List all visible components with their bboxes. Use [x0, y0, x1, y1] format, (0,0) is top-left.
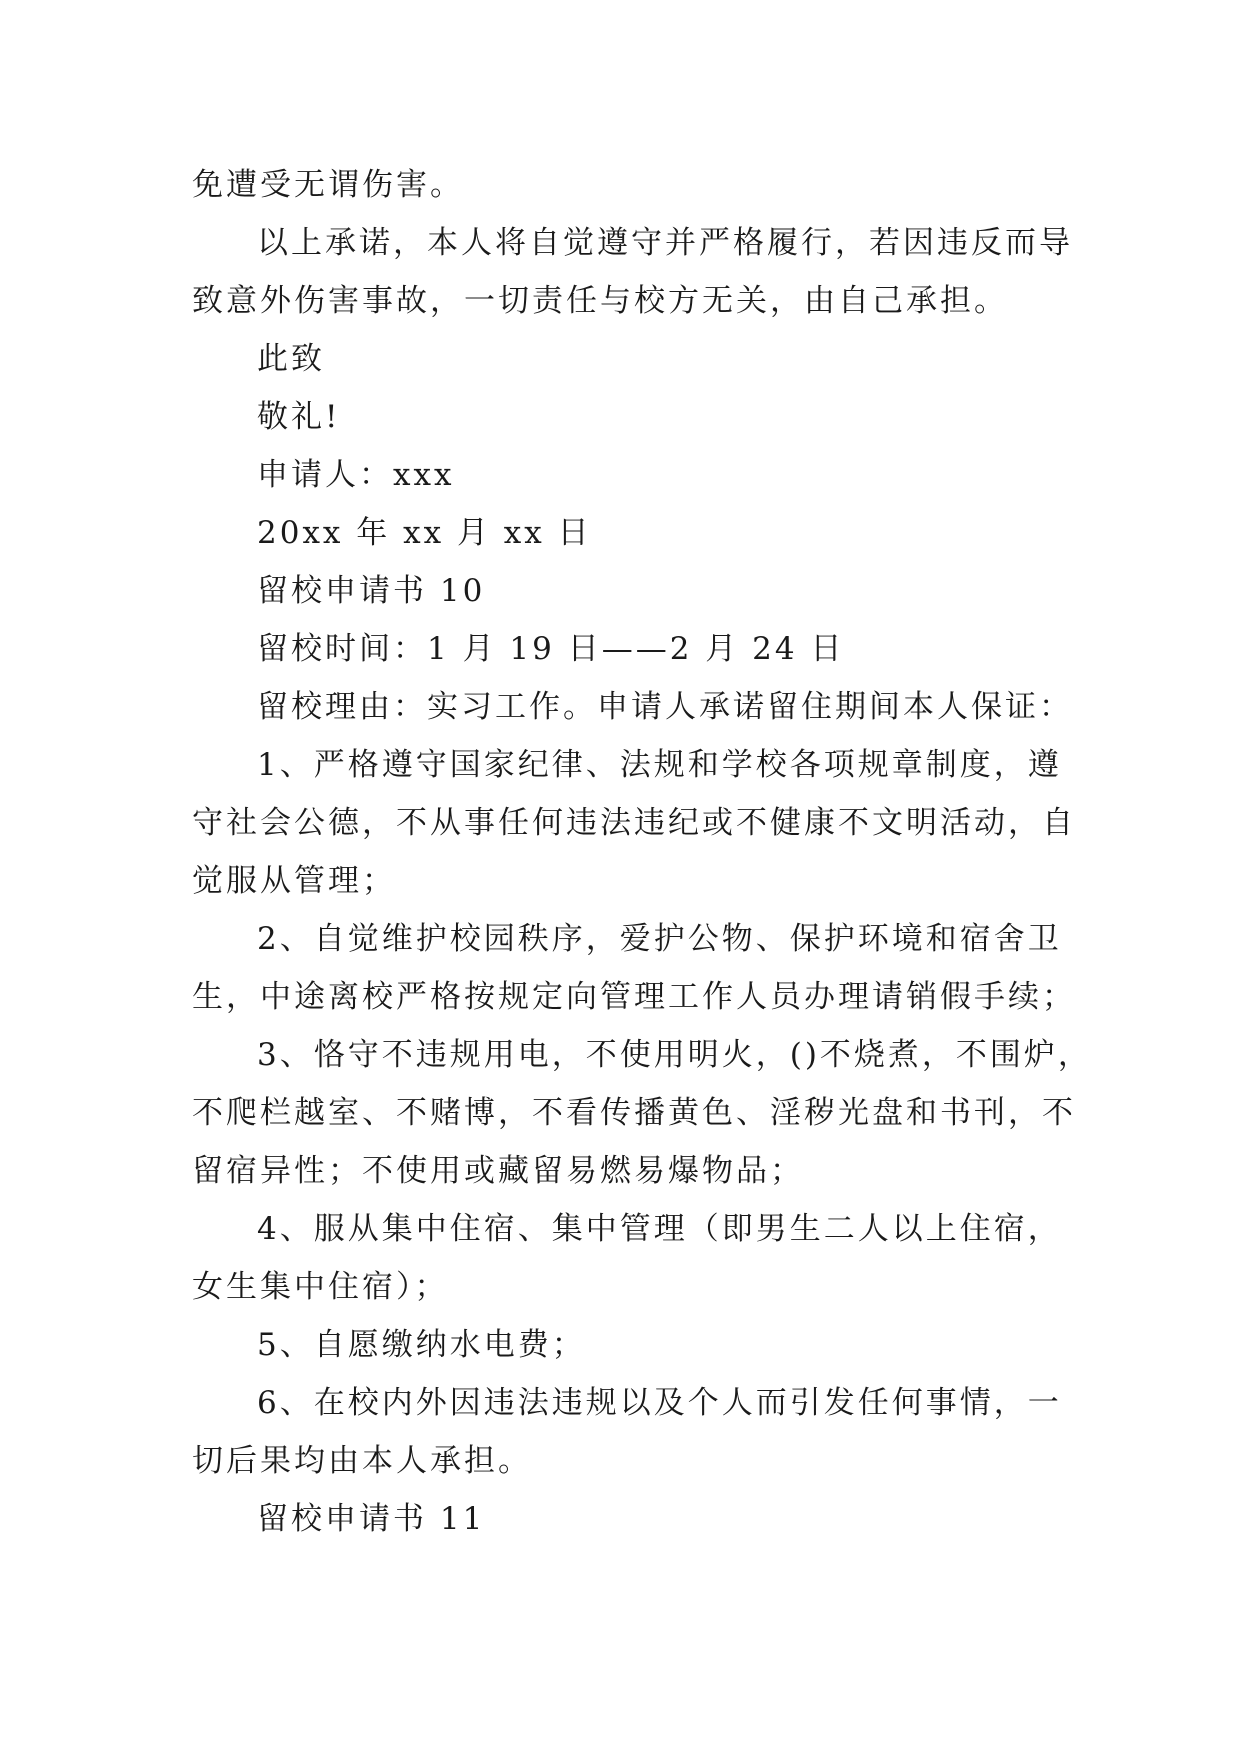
- text-line: 守社会公德，不从事任何违法违纪或不健康不文明活动，自: [192, 805, 1076, 841]
- section-heading: 留校申请书 11: [257, 1501, 486, 1537]
- text-line: 留校时间：1 月 19 日——2 月 24 日: [257, 631, 845, 667]
- text-line: 6、在校内外因违法违规以及个人而引发任何事情，一: [257, 1385, 1062, 1421]
- text-line: 4、服从集中住宿、集中管理（即男生二人以上住宿，: [257, 1211, 1062, 1247]
- text-line: 敬礼!: [257, 399, 341, 435]
- text-line: 留校理由：实习工作。申请人承诺留住期间本人保证：: [257, 689, 1073, 725]
- text-line: 以上承诺，本人将自觉遵守并严格履行，若因违反而导: [257, 225, 1073, 261]
- text-line: 免遭受无谓伤害。: [192, 167, 464, 203]
- text-line: 生，中途离校严格按规定向管理工作人员办理请销假手续；: [192, 979, 1076, 1015]
- text-line: 留校申请书 10: [257, 573, 486, 609]
- text-line: 3、恪守不违规用电，不使用明火，()不烧煮，不围炉，: [257, 1037, 1092, 1073]
- text-line: 女生集中住宿）；: [192, 1269, 449, 1305]
- text-line: 1、严格遵守国家纪律、法规和学校各项规章制度，遵: [257, 747, 1062, 783]
- text-line: 此致: [257, 341, 325, 377]
- text-line: 2、自觉维护校园秩序，爱护公物、保护环境和宿舍卫: [257, 921, 1062, 957]
- text-line: 致意外伤害事故，一切责任与校方无关，由自己承担。: [192, 283, 1008, 319]
- text-line: 20xx 年 xx 月 xx 日: [257, 515, 592, 551]
- text-line: 申请人：xxx: [257, 457, 455, 493]
- text-line: 觉服从管理；: [192, 863, 396, 899]
- text-line: 不爬栏越室、不赌博，不看传播黄色、淫秽光盘和书刊，不: [192, 1095, 1076, 1131]
- text-line: 切后果均由本人承担。: [192, 1443, 532, 1479]
- text-line: 5、自愿缴纳水电费；: [257, 1327, 586, 1363]
- text-line: 留宿异性；不使用或藏留易燃易爆物品；: [192, 1153, 804, 1189]
